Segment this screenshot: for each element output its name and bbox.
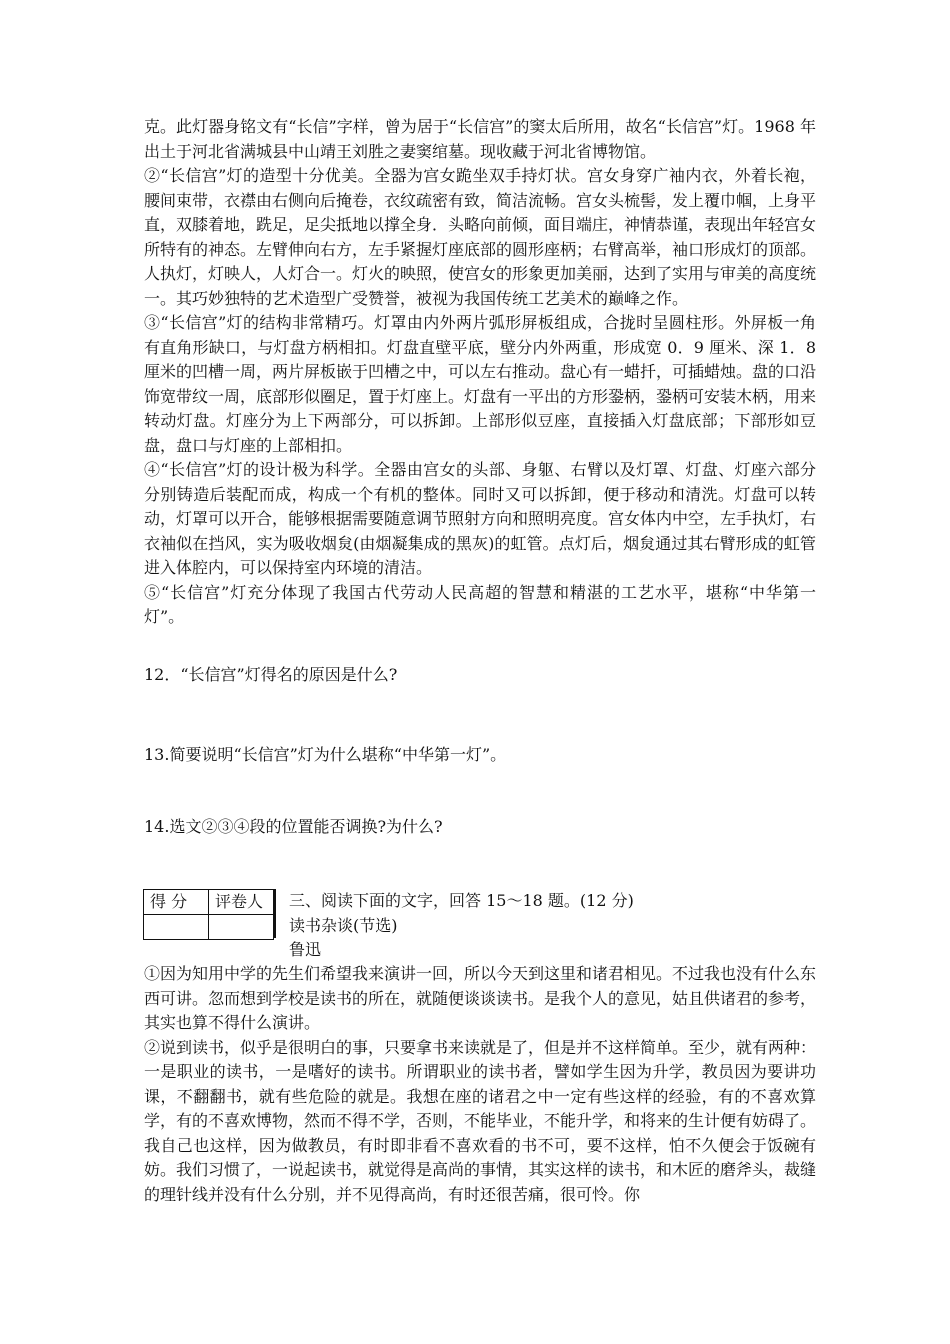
section-3-header <box>289 889 809 963</box>
article-author: 鲁迅 <box>289 940 322 959</box>
passage-paragraph: ⑤“长信宫”灯充分体现了我国古代劳动人民高超的智慧和精湛的工艺水平，堪称“中华第一灯”。 <box>144 582 816 626</box>
reading-passage-lamp <box>144 115 816 630</box>
passage-paragraph: ④“长信宫”灯的设计极为科学。全器由宫女的头部、身躯、右臂以及灯罩、灯盘、灯座六部分分别铸造后装配而成，构成一个有机的整体。同时又可以拆卸，便于移动和清洗。灯盘可以转动，灯罩可以开合，能够根据需要随意调节照射方向和照明亮度。宫女体内中空，左手执灯，右衣袖似在挡风，实为吸收烟炱(由烟凝集成的黑灰)的虹管。点灯后，烟炱通过其右臂形成的虹管进入体腔内，可以保持室内环境的清洁。 <box>144 460 817 577</box>
passage-paragraph: ③“长信宫”灯的结构非常精巧。灯罩由内外两片弧形屏板组成，合拢时呈圆柱形。外屏板一角有直角形缺口，与灯盘方柄相扣。灯盘直壁平底，壁分内外两重，形成宽 0．9 厘米、深 1．8 厘米的凹槽一周，两片屏板嵌于凹槽之中，可以左右推动。盘心有一蜡扦，可插蜡烛。盘的口沿饰宽带纹一周，底部形似圈足，置于灯座上。灯盘有一平出的方形銎柄，銎柄可安装木柄，用来转动灯盘。灯座分为上下两部分，可以拆卸。上部形似豆座，直接插入灯盘底部；下部形如豆盘，盘口与灯座的上部相扣。 <box>144 313 817 455</box>
section-heading: 三、阅读下面的文字，回答 15～18 题。(12 分) <box>289 891 634 910</box>
passage-paragraph: ②说到读书，似乎是很明白的事，只要拿书来读就是了，但是并不这样简单。至少，就有两种：一是职业的读书，一是嗜好的读书。所谓职业的读书者，譬如学生因为升学，教员因为要讲功课，不翻翻书，就有些危险的就是。我想在座的诸君之中一定有些这样的经验，有的不喜欢算学，有的不喜欢博物，然而不得不学，否则，不能毕业，不能升学，和将来的生计便有妨碍了。我自己也这样，因为做教员，有时即非看不喜欢看的书不可，要不这样，怕不久便会于饭碗有妨。我们习惯了，一说起读书，就觉得是高尚的事情，其实这样的读书，和木匠的磨斧头，裁缝的理针线并没有什么分别，并不见得高尚，有时还很苦痛，很可怜。你 <box>144 1037 817 1204</box>
passage-paragraph: ①因为知用中学的先生们希望我来演讲一回，所以今天到这里和诸君相见。不过我也没有什么东西可讲。忽而想到学校是读书的所在，就随便谈谈读书。是我个人的意见，姑且供诸君的参考，其实也算不得什么演讲。 <box>144 964 817 1032</box>
article-title: 读书杂谈(节选) <box>289 915 398 935</box>
reading-passage-books <box>144 962 816 1207</box>
score-box <box>143 889 274 940</box>
question-13: 13.简要说明“长信宫”灯为什么堪称“中华第一灯”。 <box>144 745 507 764</box>
passage-paragraph: 克。此灯器身铭文有“长信”字样，曾为居于“长信宫”的窦太后所用，故名“长信宫”灯。1968 年出土于河北省满城县中山靖王刘胜之妻窦绾墓。现收藏于河北省博物馆。 <box>144 117 816 161</box>
score-box-divider <box>274 889 276 938</box>
passage-paragraph: ②“长信宫”灯的造型十分优美。全器为宫女跪坐双手持灯状。宫女身穿广袖内衣，外着长袍，腰间束带，衣襟由右侧向后掩卷，衣纹疏密有致，简洁流畅。宫女头梳髻，发上覆巾帼，上身平直，双膝着地，跣足，足尖抵地以撑全身．头略向前倾，面目端庄，神情恭谨，表现出年轻宫女所特有的神态。左臂伸向右方，左手紧握灯座底部的圆形座柄；右臂高举，袖口形成灯的顶部。人执灯，灯映人，人灯合一。灯火的映照，使宫女的形象更加美丽，达到了实用与审美的高度统一。其巧妙独特的艺术造型广受赞誉，被视为我国传统工艺美术的巅峰之作。 <box>144 166 817 308</box>
grader-label: 评卷人 <box>209 890 274 915</box>
grader-cell[interactable] <box>209 915 274 940</box>
score-cell[interactable] <box>144 915 209 940</box>
question-14: 14.选文②③④段的位置能否调换?为什么? <box>144 817 443 836</box>
question-12: 12．“长信宫”灯得名的原因是什么? <box>144 665 398 684</box>
score-label: 得 分 <box>144 890 209 915</box>
